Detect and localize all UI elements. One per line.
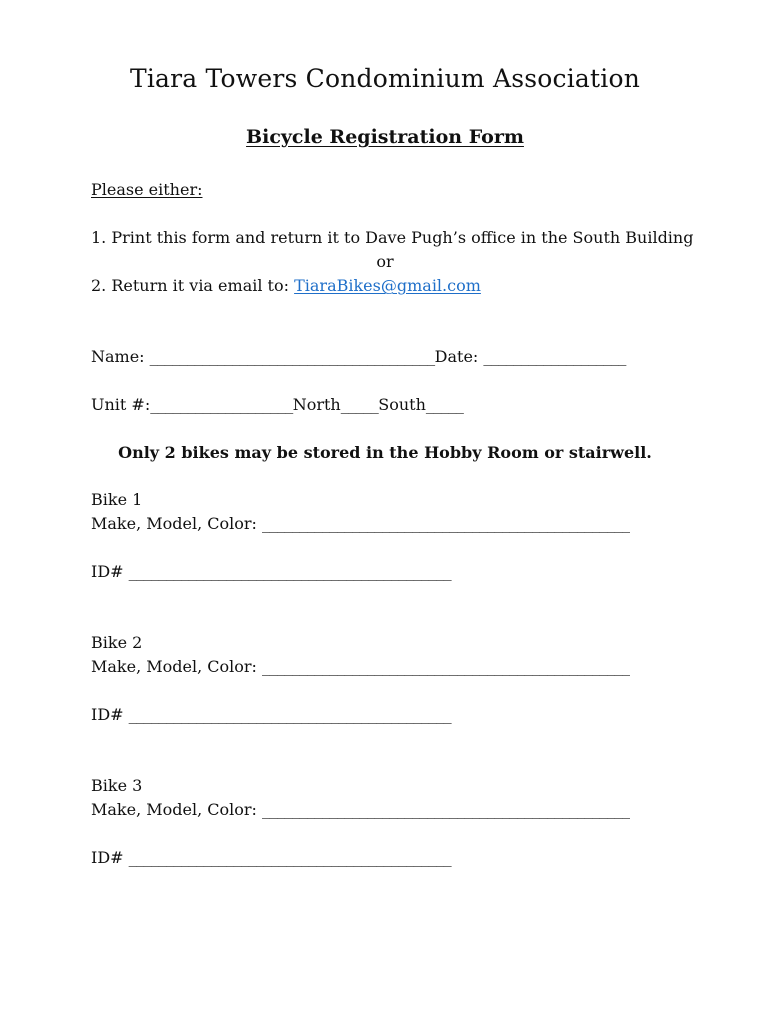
- bike-2-id-row: [91, 705, 451, 724]
- bike-1-id-row: [91, 562, 451, 581]
- south-label: South: [378, 395, 426, 414]
- bike-2-make-row: [91, 657, 630, 676]
- storage-notice: Only 2 bikes may be stored in the Hobby Room or stairwell.: [118, 443, 652, 462]
- page-title: Tiara Towers Condominium Association: [129, 64, 641, 93]
- unit-row: [91, 395, 463, 414]
- email-link[interactable]: TiaraBikes@gmail.com: [294, 276, 481, 295]
- name-field[interactable]: ______________________________________: [149, 347, 435, 366]
- bike-2-id-field[interactable]: ___________________________________________: [128, 705, 452, 724]
- name-date-row: [91, 347, 626, 366]
- bike-1-make-row: [91, 514, 630, 533]
- bike-3-id-row: [91, 848, 451, 867]
- north-label: North: [292, 395, 341, 414]
- bike-2-id-label: ID#: [91, 705, 129, 724]
- bike-2-heading: Bike 2: [91, 633, 143, 652]
- unit-label: Unit #:: [91, 395, 151, 414]
- instructions-intro: [91, 180, 202, 199]
- bike-2-make-field[interactable]: _________________________________________________: [262, 657, 630, 676]
- option-2-label: 2. Return it via email to:: [91, 276, 295, 295]
- bike-2-make-label: Make, Model, Color:: [91, 657, 263, 676]
- instruction-or: or: [376, 252, 394, 271]
- name-label: Name:: [91, 347, 150, 366]
- date-field[interactable]: ___________________: [483, 347, 626, 366]
- bike-1-id-field[interactable]: ___________________________________________: [128, 562, 452, 581]
- form-title: Bicycle Registration Form: [246, 126, 524, 148]
- bike-3-id-field[interactable]: ___________________________________________: [128, 848, 452, 867]
- bike-3-make-row: [91, 800, 630, 819]
- south-field[interactable]: _____: [425, 395, 464, 414]
- north-field[interactable]: _____: [340, 395, 379, 414]
- bike-3-id-label: ID#: [91, 848, 129, 867]
- intro-text: Please either:: [91, 180, 203, 199]
- instruction-option-1: 1. Print this form and return it to Dave Pugh’s office in the South Building: [91, 228, 694, 247]
- bike-1-heading: Bike 1: [91, 490, 143, 509]
- bike-1-make-field[interactable]: _________________________________________________: [262, 514, 630, 533]
- instruction-option-2: [91, 276, 481, 295]
- bike-1-make-label: Make, Model, Color:: [91, 514, 263, 533]
- bike-1-id-label: ID#: [91, 562, 129, 581]
- bike-3-heading: Bike 3: [91, 776, 143, 795]
- unit-field[interactable]: ___________________: [150, 395, 293, 414]
- date-label: Date:: [434, 347, 484, 366]
- bike-3-make-field[interactable]: _________________________________________________: [262, 800, 630, 819]
- bike-3-make-label: Make, Model, Color:: [91, 800, 263, 819]
